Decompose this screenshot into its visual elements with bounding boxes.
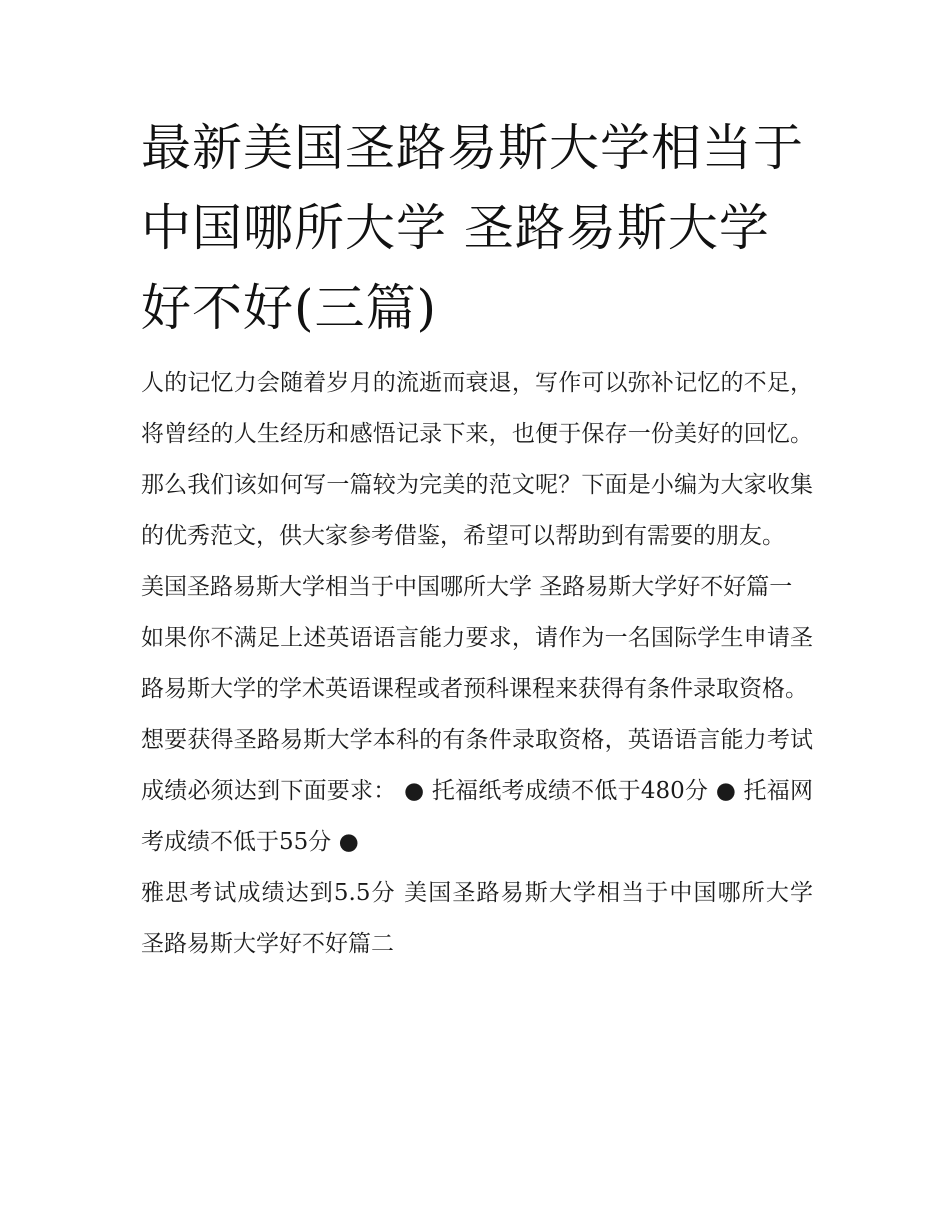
document-body	[141, 108, 813, 970]
document-title: 最新美国圣路易斯大学相当于中国哪所大学 圣路易斯大学好不好(三篇)	[141, 119, 804, 337]
section-heading-one: 美国圣路易斯大学相当于中国哪所大学 圣路易斯大学好不好篇一	[141, 574, 793, 600]
intro-paragraph: 人的记忆力会随着岁月的流逝而衰退，写作可以弥补记忆的不足，将曾经的人生经历和感悟记录下来，也便于保存一份美好的回忆。那么我们该如何写一篇较为完美的范文呢？下面是小编为大家收集的优秀范文，供大家参考借鉴，希望可以帮助到有需要的朋友。	[141, 370, 813, 549]
score-requirement-paragraph: 想要获得圣路易斯大学本科的有条件录取资格，英语语言能力考试成绩必须达到下面要求： ● 托福纸考成绩不低于480分 ● 托福网考成绩不低于55分 ●	[141, 727, 813, 855]
language-requirement-paragraph: 如果你不满足上述英语语言能力要求，请作为一名国际学生申请圣路易斯大学的学术英语课程或者预科课程来获得有条件录取资格。	[141, 625, 813, 702]
ielts-paragraph: 雅思考试成绩达到5.5分 美国圣路易斯大学相当于中国哪所大学 圣路易斯大学好不好篇二	[141, 880, 813, 957]
